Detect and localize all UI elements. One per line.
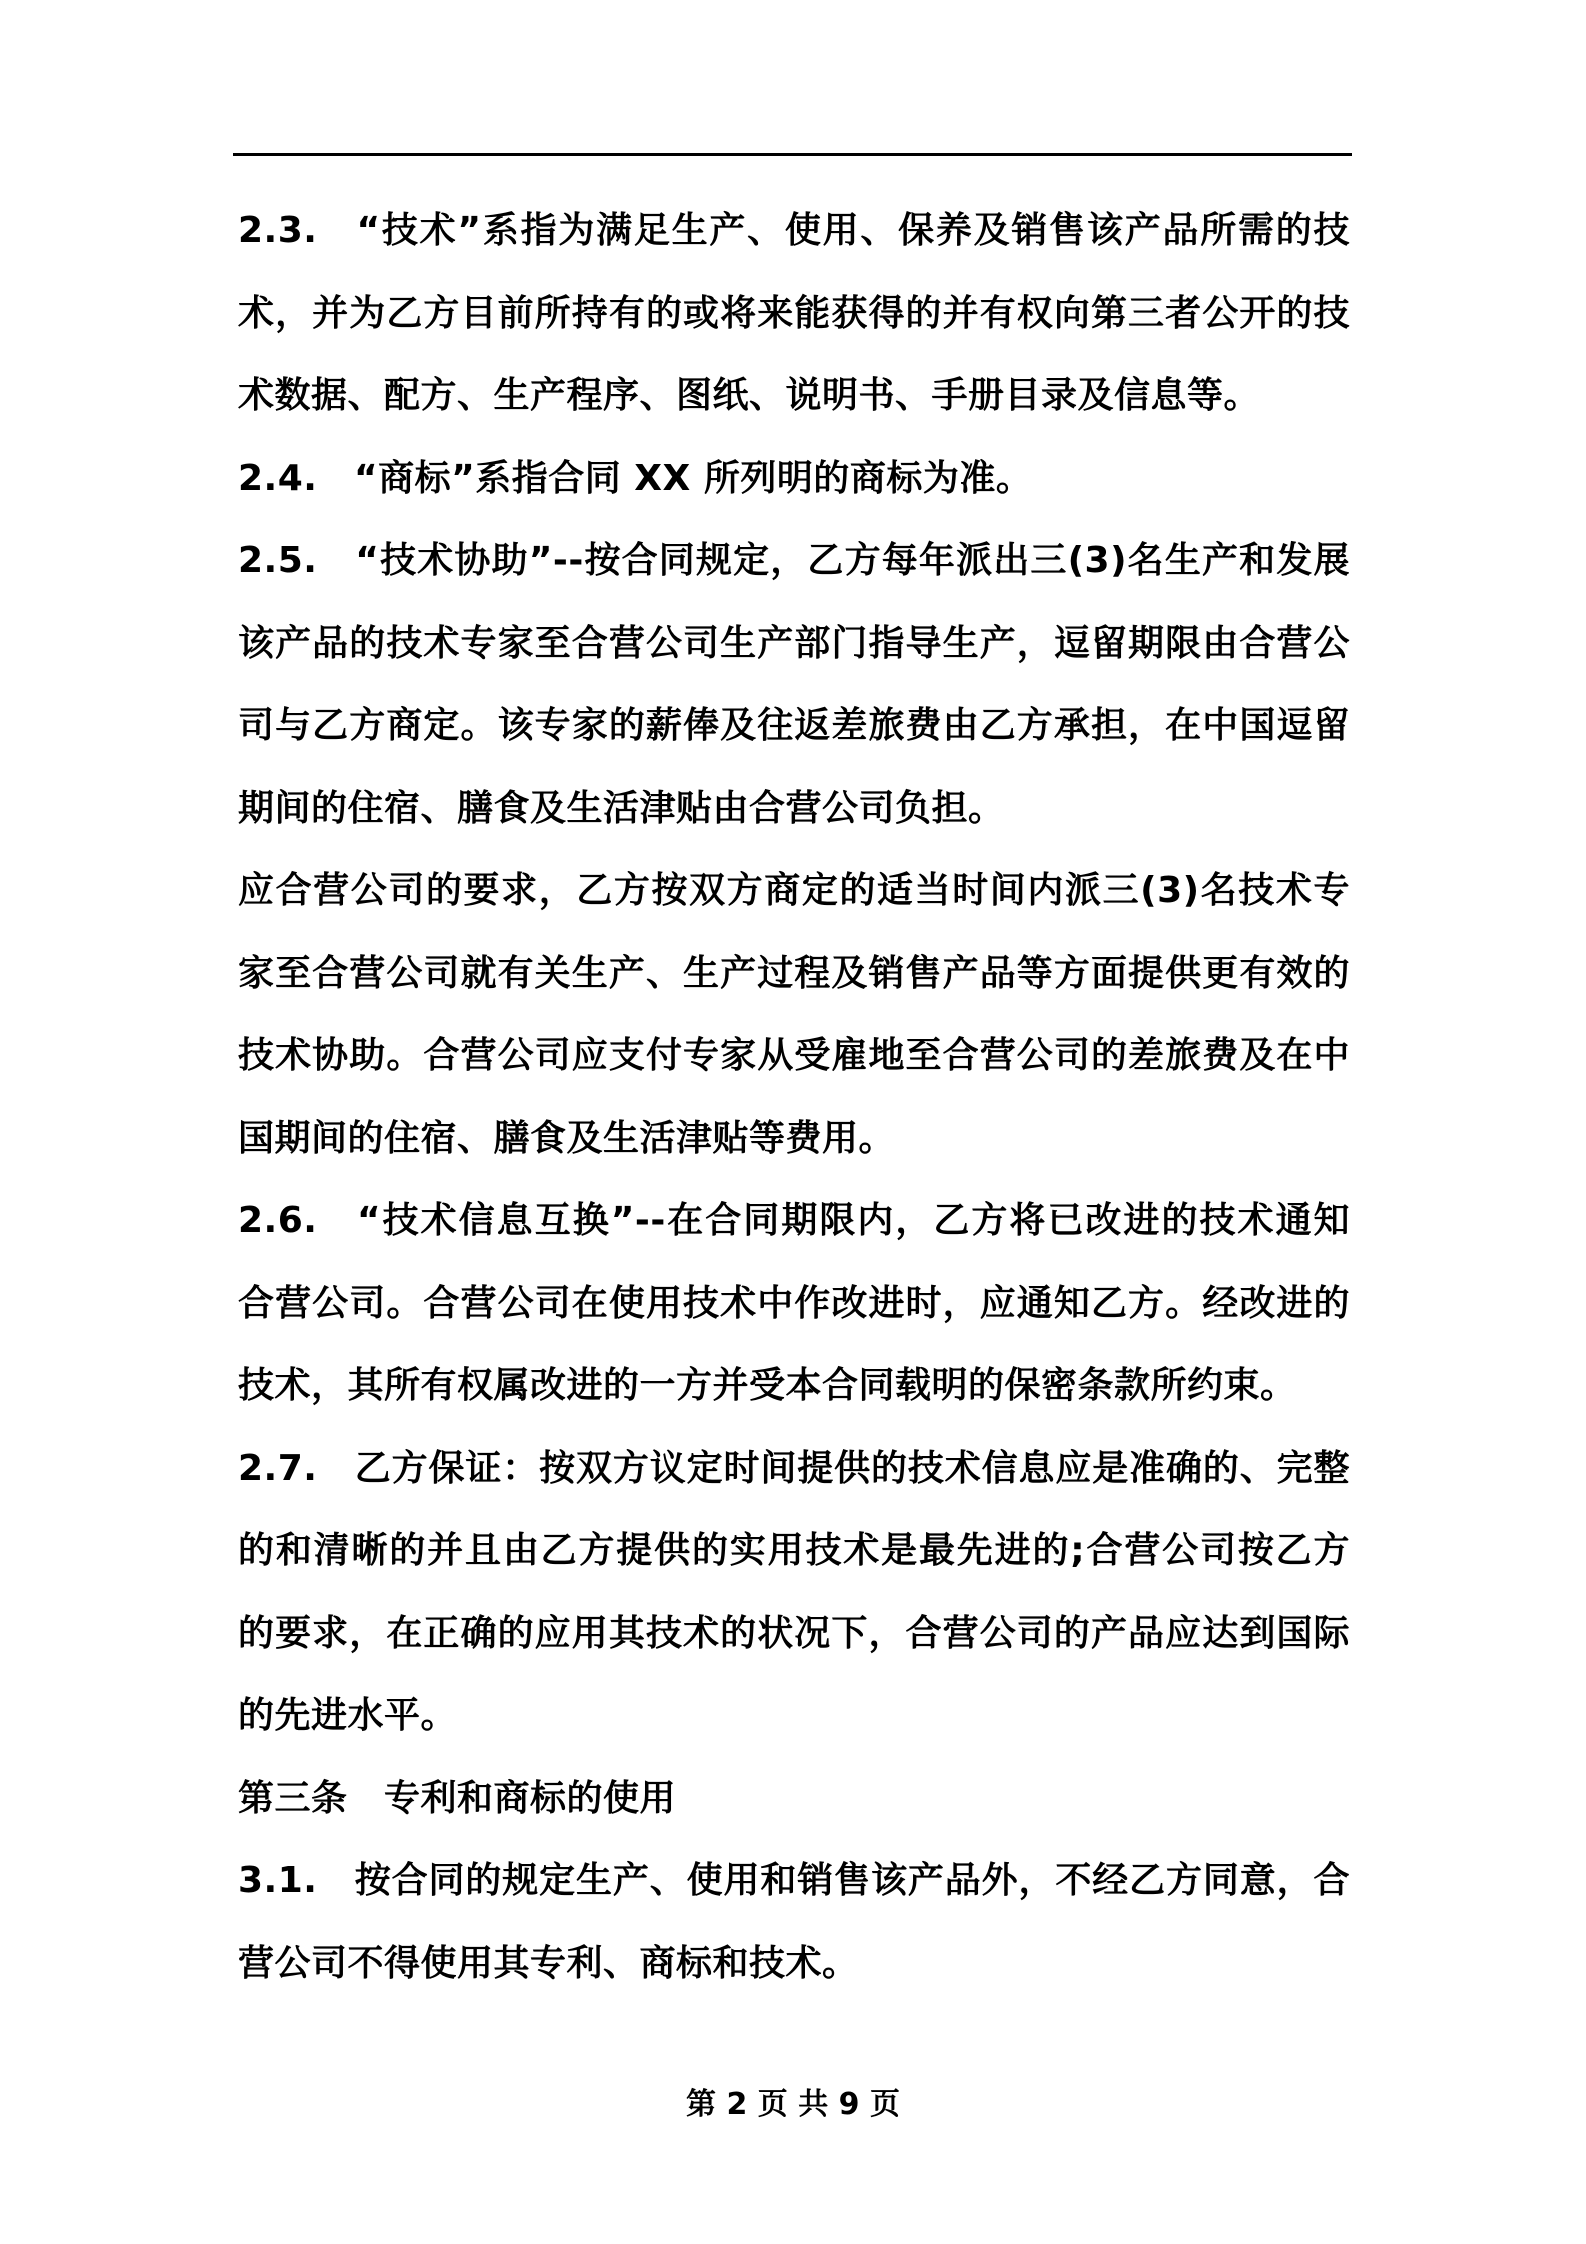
header-rule [233, 153, 1352, 156]
text-line: 家至合营公司就有关生产、生产过程及销售产品等方面提供更有效的 [238, 952, 1350, 994]
text-line: 2.7. 乙方保证：按双方议定时间提供的技术信息应是准确的、完整 [238, 1447, 1350, 1489]
text-line: 技术协助。合营公司应支付专家从受雇地至合营公司的差旅费及在中 [238, 1035, 1350, 1076]
text-line: 司与乙方商定。该专家的薪俸及往返差旅费由乙方承担，在中国逗留 [238, 705, 1350, 746]
text-line: 2.6. “技术信息互换”--在合同期限内，乙方将已改进的技术通知 [238, 1200, 1350, 1241]
text-line: 期间的住宿、膳食及生活津贴由合营公司负担。 [238, 787, 1005, 829]
text-line: 技术，其所有权属改进的一方并受本合同载明的保密条款所约束。 [238, 1365, 1297, 1406]
text-line: 的要求，在正确的应用其技术的状况下，合营公司的产品应达到国际 [238, 1612, 1350, 1654]
text-line: 国期间的住宿、膳食及生活津贴等费用。 [238, 1117, 896, 1159]
page-footer [0, 2085, 1586, 2125]
text-line: 的和清晰的并且由乙方提供的实用技术是最先进的;合营公司按乙方 [238, 1530, 1350, 1571]
text-line: 2.4. “商标”系指合同 XX 所列明的商标为准。 [238, 457, 1033, 499]
page-number-text: 第 2 页 共 9 页 [686, 2087, 900, 2122]
text-line: 应合营公司的要求，乙方按双方商定的适当时间内派三(3)名技术专 [238, 870, 1350, 911]
text-line: 该产品的技术专家至合营公司生产部门指导生产，逗留期限由合营公 [238, 622, 1350, 664]
text-line: 术数据、配方、生产程序、图纸、说明书、手册目录及信息等。 [238, 375, 1261, 416]
text-line: 3.1. 按合同的规定生产、使用和销售该产品外，不经乙方同意，合 [238, 1860, 1350, 1901]
text-line: 合营公司。合营公司在使用技术中作改进时，应通知乙方。经改进的 [238, 1282, 1350, 1324]
text-line: 第三条 专利和商标的使用 [238, 1777, 677, 1819]
text-line: 2.3. “技术”系指为满足生产、使用、保养及销售该产品所需的技 [238, 210, 1350, 251]
document-body [238, 190, 1350, 2005]
text-line: 营公司不得使用其专利、商标和技术。 [238, 1942, 859, 1984]
text-line: 2.5. “技术协助”--按合同规定，乙方每年派出三(3)名生产和发展 [238, 540, 1350, 581]
text-line: 的先进水平。 [238, 1695, 458, 1736]
text-line: 术，并为乙方目前所持有的或将来能获得的并有权向第三者公开的技 [238, 292, 1350, 334]
